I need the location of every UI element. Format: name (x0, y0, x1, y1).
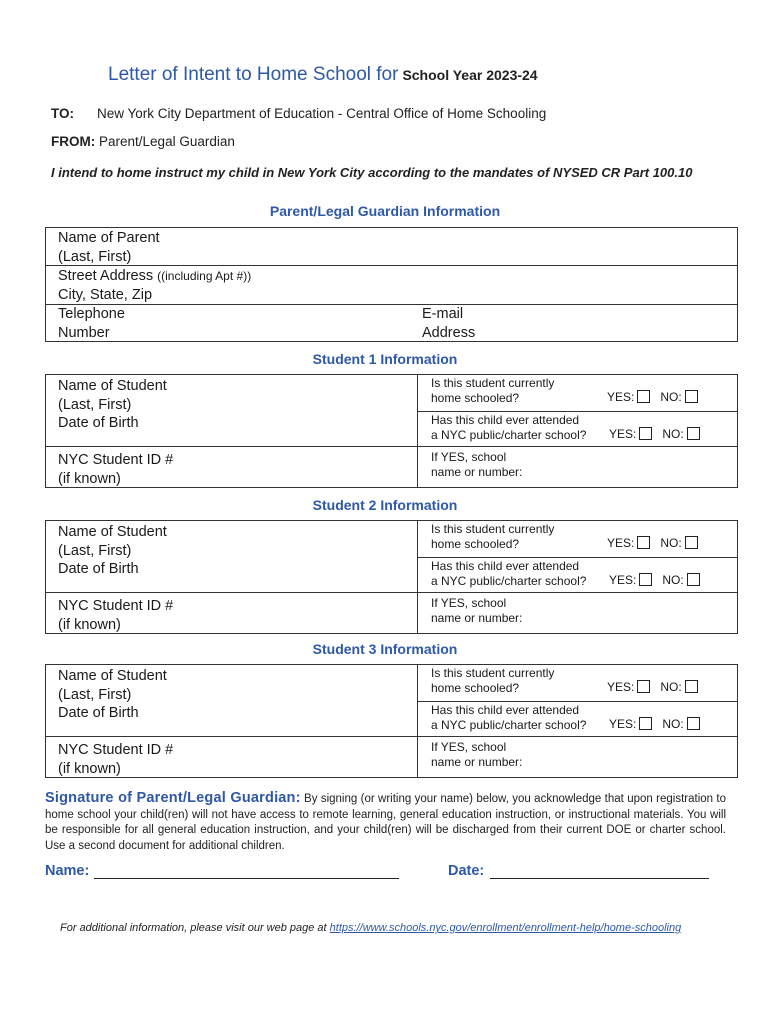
student-id-field[interactable] (58, 741, 173, 778)
question-line: Is this student currently (431, 522, 555, 536)
yes-label: YES: (607, 680, 635, 694)
school-name-label: If YES, school (431, 596, 507, 610)
attended-public-answer (609, 427, 700, 441)
email-sublabel: Address (422, 324, 476, 341)
yes-checkbox[interactable] (639, 717, 652, 730)
no-checkbox[interactable] (687, 573, 700, 586)
student-id-field[interactable] (58, 597, 173, 634)
no-label: NO: (662, 427, 684, 441)
student-name-label: Name of Student (58, 668, 167, 684)
column-divider (417, 520, 418, 634)
divider (417, 411, 738, 412)
school-name-sublabel: name or number: (431, 464, 523, 479)
student-section-heading: Student 1 Information (312, 351, 458, 367)
student-section-heading: Student 3 Information (312, 641, 458, 657)
yes-label: YES: (607, 390, 635, 404)
to-label: TO: (51, 106, 74, 121)
question-line: Has this child ever attended (431, 703, 580, 717)
parent-name-label: Name of Parent (58, 230, 160, 246)
divider (417, 701, 738, 702)
address-paren-text: (including Apt #) (161, 269, 248, 283)
date-of-birth-label: Date of Birth (58, 705, 139, 721)
name-input-line[interactable] (94, 877, 399, 879)
question-line: Is this student currently (431, 376, 555, 390)
divider (45, 592, 738, 593)
question-line: a NYC public/charter school? (431, 573, 587, 588)
home-schooled-answer (607, 536, 698, 550)
school-year: School Year 2023-24 (402, 67, 538, 83)
question-line: home schooled? (431, 680, 520, 695)
date-of-birth-label: Date of Birth (58, 415, 139, 431)
divider (45, 304, 738, 305)
yes-label: YES: (609, 717, 637, 731)
home-schooled-answer (607, 390, 698, 404)
school-name-field[interactable] (431, 740, 522, 769)
city-state-zip-label: City, State, Zip (58, 286, 153, 303)
question-line: a NYC public/charter school? (431, 427, 587, 442)
question-line: Has this child ever attended (431, 559, 580, 573)
school-name-sublabel: name or number: (431, 610, 523, 625)
school-name-label: If YES, school (431, 450, 507, 464)
parent-name-field[interactable] (58, 229, 160, 266)
student-id-sublabel: (if known) (58, 760, 121, 777)
student-id-sublabel: (if known) (58, 470, 121, 487)
divider (417, 557, 738, 558)
attended-public-question (431, 703, 586, 732)
yes-label: YES: (609, 573, 637, 587)
yes-checkbox[interactable] (637, 390, 650, 403)
no-label: NO: (662, 573, 684, 587)
intent-statement: I intend to home instruct my child in New York City according to the mandates of NYSED CR Part 100.10 (51, 165, 693, 180)
home-schooled-answer (607, 680, 698, 694)
telephone-sublabel: Number (58, 324, 110, 341)
parent-section-heading: Parent/Legal Guardian Information (269, 203, 501, 219)
question-line: a NYC public/charter school? (431, 717, 587, 732)
home-schooled-question (431, 522, 554, 551)
student-id-sublabel: (if known) (58, 616, 121, 633)
student-name-label: Name of Student (58, 378, 167, 394)
school-name-field[interactable] (431, 596, 522, 625)
footer-note (60, 922, 681, 934)
no-checkbox[interactable] (687, 717, 700, 730)
student-name-field[interactable] (58, 667, 167, 723)
from-line (51, 134, 235, 149)
home-schooled-question (431, 666, 554, 695)
address-field[interactable] (58, 267, 251, 304)
column-divider (417, 374, 418, 488)
from-label: FROM: (51, 134, 96, 149)
footer-link[interactable]: https://www.schools.nyc.gov/enrollment/enrollment-help/home-schooling (329, 922, 682, 934)
attended-public-answer (609, 717, 700, 731)
no-label: NO: (660, 536, 682, 550)
date-of-birth-label: Date of Birth (58, 561, 139, 577)
attended-public-answer (609, 573, 700, 587)
yes-checkbox[interactable] (639, 427, 652, 440)
date-input-line[interactable] (490, 877, 709, 879)
title-text: Letter of Intent to Home School for (108, 64, 399, 85)
student-id-label: NYC Student ID # (58, 742, 174, 758)
student-name-sublabel: (Last, First) (58, 542, 132, 559)
signature-text: By signing (or writing your name) below, you acknowledge that upon registration to home school your child(ren) will not have access to remote learning, general education instruction, or instructional materials. You will be responsible for all general education instruction, and your child(ren) will be discharged from their current DOE or charter school. Use a second document for additional children. (45, 793, 727, 852)
school-name-label: If YES, school (431, 740, 507, 754)
question-line: Is this student currently (431, 666, 555, 680)
email-label: E-mail (422, 306, 464, 322)
home-schooled-question (431, 376, 554, 405)
attended-public-question (431, 559, 586, 588)
question-line: home schooled? (431, 390, 520, 405)
attended-public-question (431, 413, 586, 442)
yes-checkbox[interactable] (637, 680, 650, 693)
date-label: Date: (448, 863, 485, 879)
name-label: Name: (45, 863, 90, 879)
telephone-label: Telephone (58, 306, 125, 322)
document-title (108, 64, 538, 86)
student-id-label: NYC Student ID # (58, 452, 174, 468)
school-name-sublabel: name or number: (431, 754, 523, 769)
student-id-label: NYC Student ID # (58, 598, 174, 614)
yes-checkbox[interactable] (637, 536, 650, 549)
footer-text: For additional information, please visit our web page at (60, 922, 327, 934)
column-divider (417, 664, 418, 778)
question-line: Has this child ever attended (431, 413, 580, 427)
yes-label: YES: (607, 536, 635, 550)
no-checkbox[interactable] (687, 427, 700, 440)
email-field[interactable] (422, 305, 475, 342)
signature-paragraph (45, 791, 726, 854)
student-name-label: Name of Student (58, 524, 167, 540)
school-name-field[interactable] (431, 450, 522, 479)
yes-checkbox[interactable] (639, 573, 652, 586)
no-label: NO: (660, 680, 682, 694)
student-id-field[interactable] (58, 451, 173, 488)
address-paren: ((including Apt #)) (157, 269, 252, 283)
no-checkbox[interactable] (685, 680, 698, 693)
address-label: Street Address (58, 268, 154, 284)
student-name-field[interactable] (58, 377, 167, 433)
no-label: NO: (662, 717, 684, 731)
from-value: Parent/Legal Guardian (99, 134, 235, 149)
signature-label: Signature of Parent/Legal Guardian: (45, 790, 301, 806)
no-checkbox[interactable] (685, 390, 698, 403)
telephone-field[interactable] (58, 305, 125, 342)
question-line: home schooled? (431, 536, 520, 551)
yes-label: YES: (609, 427, 637, 441)
divider (45, 446, 738, 447)
student-name-sublabel: (Last, First) (58, 396, 132, 413)
student-name-field[interactable] (58, 523, 167, 579)
parent-name-sublabel: (Last, First) (58, 248, 132, 265)
to-value: New York City Department of Education - Central Office of Home Schooling (97, 106, 547, 121)
no-label: NO: (660, 390, 682, 404)
divider (45, 736, 738, 737)
no-checkbox[interactable] (685, 536, 698, 549)
student-section-heading: Student 2 Information (312, 497, 458, 513)
student-name-sublabel: (Last, First) (58, 686, 132, 703)
